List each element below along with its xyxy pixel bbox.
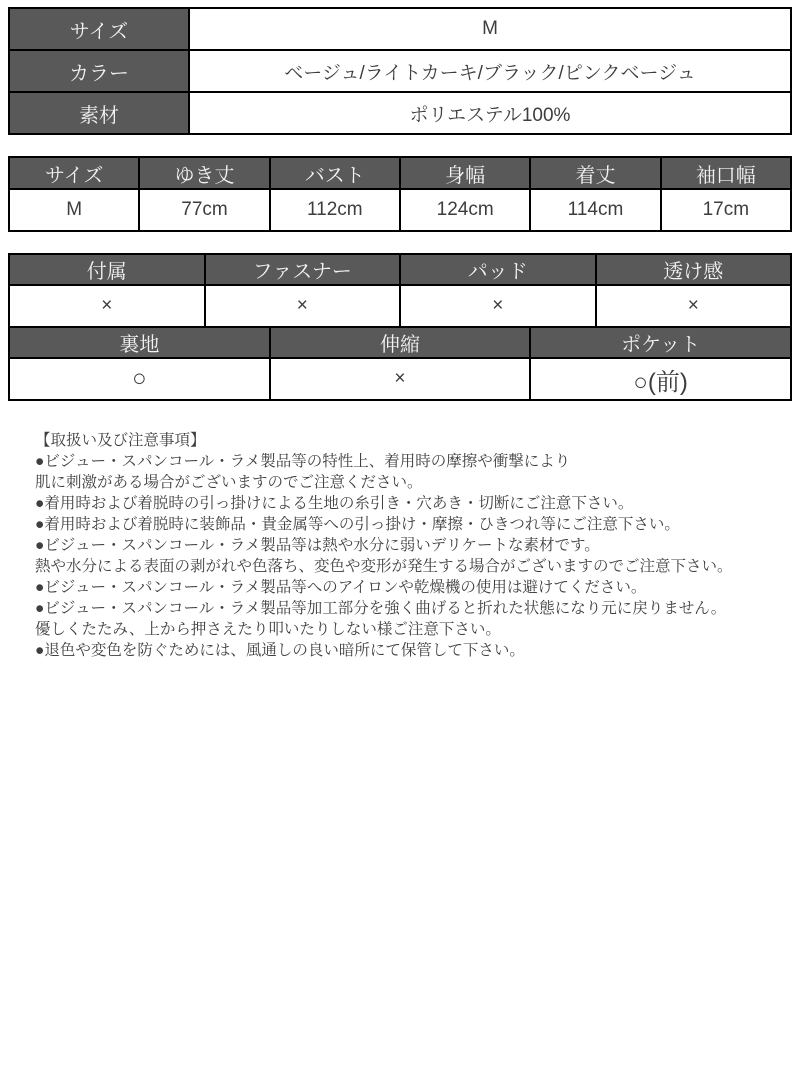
table-header-row [9,157,791,189]
note-line: ●ビジュー・スパンコール・ラメ製品等は熱や水分に弱いデリケートな素材です。 [35,537,600,554]
feature-value-lining: ○ [9,358,270,400]
handling-notes [8,430,792,661]
spec-table [8,7,792,135]
spec-value-color: ベージュ/ライトカーキ/ブラック/ピンクベージュ [189,50,791,92]
note-line: ●着用時および着脱時の引っ掛けによる生地の糸引き・穴あき・切断にご注意下さい。 [35,495,634,512]
feature-header-fastener: ファスナー [205,254,401,285]
note-line: 優しくたたみ、上から押さえたり叩いたりしない様ご注意下さい。 [35,621,501,638]
measure-value-bust: 112cm [270,189,400,231]
table-row [9,8,791,50]
table-row [9,92,791,134]
spec-value-size: M [189,8,791,50]
feature-header-sheerness: 透け感 [596,254,792,285]
measure-header-size: サイズ [9,157,139,189]
table-row [9,50,791,92]
note-line: ●着用時および着脱時に装飾品・貴金属等への引っ掛け・摩擦・ひきつれ等にご注意下さい。 [35,516,680,533]
note-line: ●ビジュー・スパンコール・ラメ製品等の特性上、着用時の摩擦や衝撃により [35,453,571,470]
feature-value-pocket: ○(前) [530,358,791,400]
spec-value-material: ポリエステル100% [189,92,791,134]
measure-value-length: 114cm [530,189,660,231]
feature-value-sheerness: × [596,285,792,327]
feature-value-accessory: × [9,285,205,327]
spec-label-size: サイズ [9,8,189,50]
measure-header-length: 着丈 [530,157,660,189]
measurement-table [8,156,792,232]
table-row [9,358,791,400]
table-header-row [9,327,791,358]
measure-header-cuff-width: 袖口幅 [661,157,791,189]
note-line: 肌に刺激がある場合がございますのでご注意ください。 [35,474,423,491]
measure-header-yukitake: ゆき丈 [139,157,269,189]
feature-header-stretch: 伸縮 [270,327,531,358]
feature-header-accessory: 付属 [9,254,205,285]
note-line: ●退色や変色を防ぐためには、風通しの良い暗所にて保管して下さい。 [35,642,525,659]
spec-label-material: 素材 [9,92,189,134]
measure-value-cuff-width: 17cm [661,189,791,231]
table-header-row [9,254,791,285]
measure-header-bust: バスト [270,157,400,189]
measure-value-size: M [9,189,139,231]
feature-header-lining: 裏地 [9,327,270,358]
feature-header-pad: パッド [400,254,596,285]
note-line: 熱や水分による表面の剥がれや色落ち、変色や変形が発生する場合がございますのでご注意下さい。 [35,558,733,575]
measure-header-body-width: 身幅 [400,157,530,189]
feature-header-pocket: ポケット [530,327,791,358]
table-row [9,189,791,231]
feature-table-top [8,253,792,328]
handling-notes-title: 【取扱い及び注意事項】 [35,432,206,449]
spec-label-color: カラー [9,50,189,92]
measure-value-body-width: 124cm [400,189,530,231]
note-line: ●ビジュー・スパンコール・ラメ製品等加工部分を強く曲げると折れた状態になり元に戻りません。 [35,600,727,617]
measure-value-yukitake: 77cm [139,189,269,231]
feature-value-fastener: × [205,285,401,327]
feature-value-pad: × [400,285,596,327]
note-line: ●ビジュー・スパンコール・ラメ製品等へのアイロンや乾燥機の使用は避けてください。 [35,579,647,596]
feature-table-bottom [8,326,792,401]
table-row [9,285,791,327]
feature-value-stretch: × [270,358,531,400]
